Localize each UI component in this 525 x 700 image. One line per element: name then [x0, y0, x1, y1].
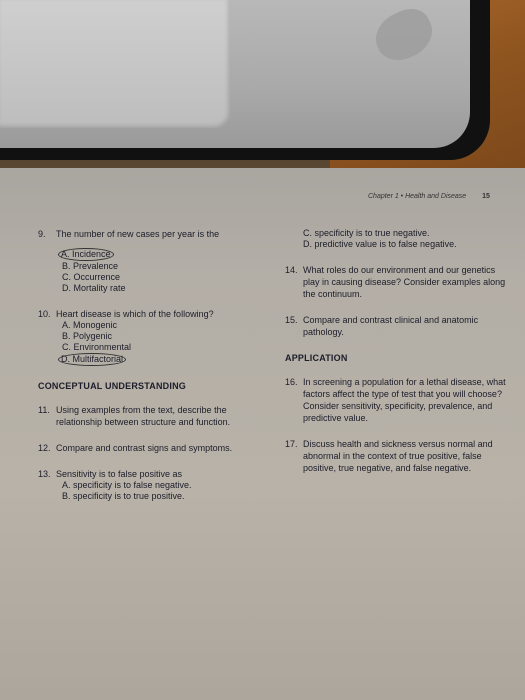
page-number: 15 [482, 193, 490, 200]
question-number: 12. [38, 443, 51, 453]
question-11 [38, 404, 253, 428]
answer-option: D. predictive value is to false negative. [303, 239, 457, 249]
answer-option: D. Multifactorial [56, 353, 253, 366]
question-text: Compare and contrast signs and symptoms. [56, 443, 233, 453]
right-column [285, 228, 510, 488]
question-text: Using examples from the text, describe the relationship between structure and function. [56, 405, 231, 427]
question-text: Sensitivity is to false positive as [56, 469, 183, 479]
question-number: 13. [38, 469, 51, 479]
answer-option: D. Mortality rate [62, 283, 126, 293]
question-text: What roles do our environment and our genetics play in causing disease? Consider examples along the continuum. [303, 265, 506, 299]
question-text: In screening a population for a lethal disease, what factors affect the type of test that you will choose? Consider sensitivity, specificity, prevalence, and predictive value. [303, 377, 506, 423]
question-15 [285, 314, 510, 338]
laptop-panel [0, 0, 230, 128]
question-9 [38, 228, 253, 294]
section-heading: CONCEPTUAL UNDERSTANDING [38, 381, 186, 391]
question-number: 11. [38, 405, 50, 415]
question-13 [38, 468, 253, 502]
answer-option: C. specificity is to true negative. [303, 228, 430, 238]
question-14 [285, 264, 510, 300]
section-heading: APPLICATION [285, 353, 348, 363]
answer-option: B. Prevalence [62, 261, 119, 271]
answer-option: B. Polygenic [62, 331, 113, 341]
question-text: The number of new cases per year is the [56, 229, 220, 239]
question-number: 17. [285, 439, 298, 449]
question-16 [285, 376, 510, 424]
question-17 [285, 438, 510, 474]
question-10 [38, 308, 253, 366]
left-column [38, 228, 253, 516]
question-text: Heart disease is which of the following? [56, 309, 214, 319]
question-number: 10. [38, 309, 51, 319]
answer-option: A. Monogenic [62, 320, 118, 330]
question-number: 14. [285, 265, 298, 275]
answer-option: A. Incidence [56, 248, 253, 261]
answer-option: A. specificity is to false negative. [62, 480, 192, 490]
question-number: 16. [285, 377, 298, 387]
page-header [368, 193, 490, 200]
question-text: Compare and contrast clinical and anatomic pathology. [303, 315, 479, 337]
question-number: 15. [285, 315, 298, 325]
chapter-title: Chapter 1 • Health and Disease [368, 193, 467, 200]
answer-option: B. specificity is to true positive. [62, 491, 185, 501]
textbook-page [0, 168, 525, 700]
question-text: Discuss health and sickness versus normal and abnormal in the context of true positive, false positive, true negative, and false negative. [303, 439, 493, 473]
answer-option: C. Environmental [62, 342, 132, 352]
answer-option: C. Occurrence [62, 272, 121, 282]
question-12 [38, 442, 253, 454]
question-number: 9. [38, 229, 46, 239]
